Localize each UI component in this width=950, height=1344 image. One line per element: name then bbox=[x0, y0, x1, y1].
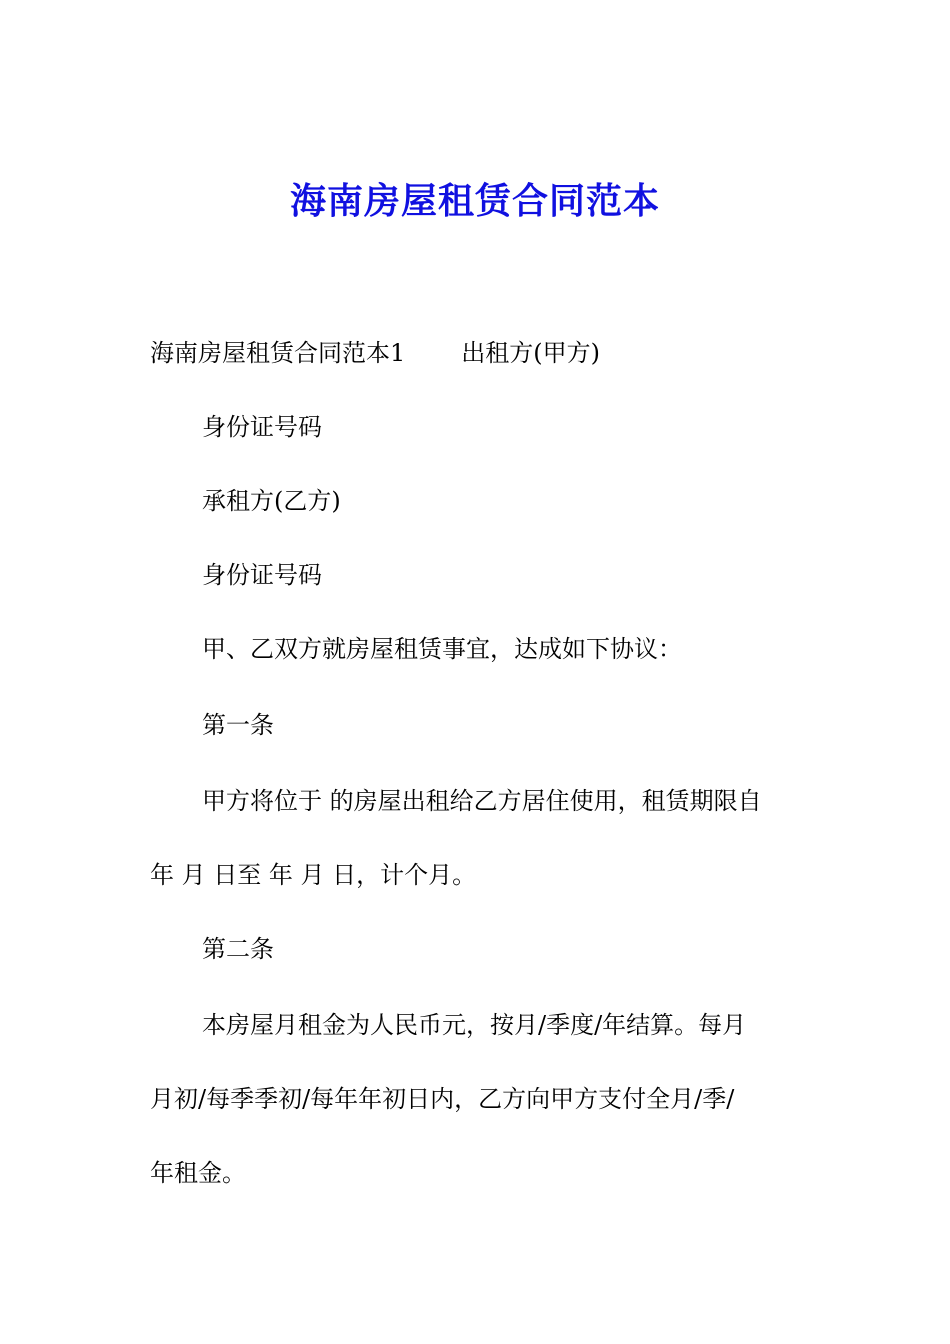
document-title: 海南房屋租赁合同范本 bbox=[289, 180, 660, 222]
article-1-line-2: 年 月 日至 年 月 日，计个月。 bbox=[150, 861, 477, 889]
article-1-heading: 第一条 bbox=[202, 711, 274, 739]
lessor-id-label: 身份证号码 bbox=[202, 413, 322, 441]
article-1-line-1: 甲方将位于 的房屋出租给乙方居住使用，租赁期限自 bbox=[202, 787, 762, 815]
article-2-line-1: 本房屋月租金为人民币元，按月/季度/年结算。每月 bbox=[202, 1011, 747, 1039]
article-2-line-3: 年租金。 bbox=[150, 1159, 246, 1187]
article-2-line-2: 月初/每季季初/每年年初日内，乙方向甲方支付全月/季/ bbox=[150, 1085, 735, 1113]
lessee-id-label: 身份证号码 bbox=[202, 561, 322, 589]
article-2-heading: 第二条 bbox=[202, 935, 274, 963]
lessor-label: 出租方(甲方) bbox=[461, 339, 601, 367]
lessee-label: 承租方(乙方) bbox=[202, 487, 341, 515]
heading-line bbox=[150, 336, 600, 370]
agreement-intro: 甲、乙双方就房屋租赁事宜，达成如下协议： bbox=[202, 635, 682, 663]
contract-label: 海南房屋租赁合同范本1 bbox=[150, 339, 406, 367]
